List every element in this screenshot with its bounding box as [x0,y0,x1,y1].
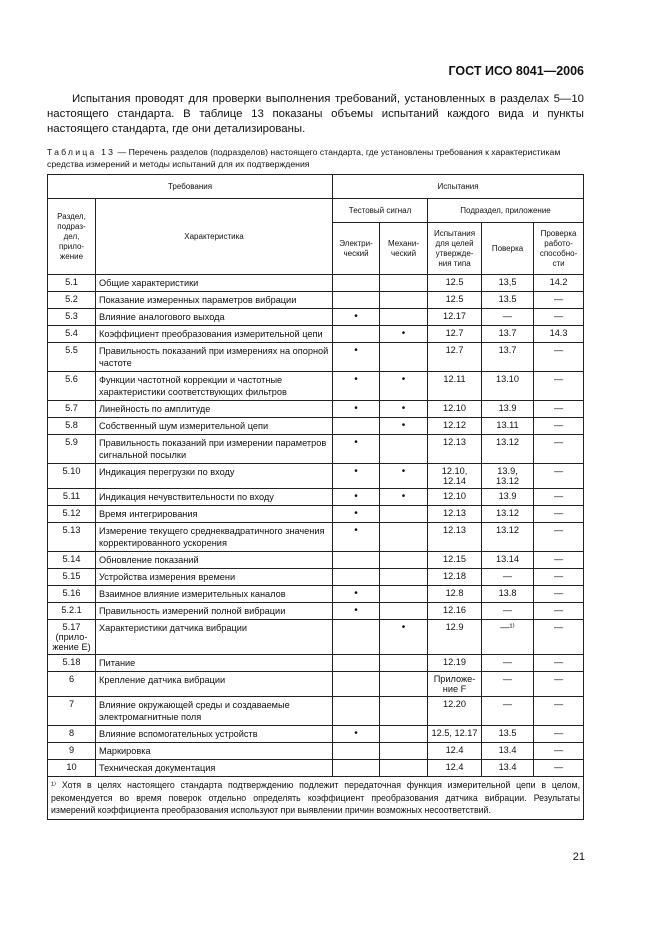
table-row [48,697,584,726]
electrical-cell [333,292,380,309]
electrical-cell: • [333,372,380,401]
header-verification: Поверка [482,223,534,275]
characteristic-cell: Правильность показаний при измерениях на опорной частоте [96,343,333,372]
operability-cell: — [534,672,584,697]
section-cell: 5.17 (прило-жение Е) [48,620,96,655]
section-cell: 5.15 [48,569,96,586]
verification-cell: 13.9, 13.12 [482,464,534,489]
table-row [48,586,584,603]
mechanical-cell [380,697,428,726]
verification-cell: 13.7 [482,326,534,343]
verification-cell: 13.14 [482,552,534,569]
characteristic-cell: Показание измеренных параметров вибрации [96,292,333,309]
type-approval-cell: 12.4 [428,743,482,760]
electrical-cell [333,697,380,726]
table-row [48,292,584,309]
section-cell: 5.2 [48,292,96,309]
electrical-cell: • [333,309,380,326]
operability-cell: — [534,569,584,586]
table-row [48,569,584,586]
mechanical-cell [380,603,428,620]
page-number: 21 [572,851,585,863]
characteristic-cell: Собственный шум измерительной цепи [96,418,333,435]
type-approval-cell: 12.11 [428,372,482,401]
mechanical-cell [380,343,428,372]
section-cell: 5.18 [48,655,96,672]
operability-cell: — [534,418,584,435]
operability-cell: — [534,655,584,672]
electrical-cell: • [333,603,380,620]
mechanical-cell [380,726,428,743]
section-cell: 5.1 [48,275,96,292]
table-row [48,603,584,620]
verification-cell: — [482,603,534,620]
table-caption-text: — Перечень разделов (подразделов) настоящего стандарта, где установлены требования к характеристикам средства измерений и методы испытаний для их подтверждения [47,147,561,169]
table-row [48,506,584,523]
characteristic-cell: Время интегрирования [96,506,333,523]
verification-cell: 13,5 [482,275,534,292]
characteristic-cell: Крепление датчика вибрации [96,672,333,697]
type-approval-cell: 12.19 [428,655,482,672]
characteristic-cell: Индикация нечувствительности по входу [96,489,333,506]
table-row [48,760,584,777]
section-cell: 5.8 [48,418,96,435]
characteristic-cell: Индикация перегрузки по входу [96,464,333,489]
section-cell: 5.11 [48,489,96,506]
mechanical-cell: • [380,620,428,655]
type-approval-cell: 12.18 [428,569,482,586]
electrical-cell [333,760,380,777]
section-cell: 5.3 [48,309,96,326]
verification-cell: 13.4 [482,760,534,777]
mechanical-cell [380,586,428,603]
table-row [48,620,584,655]
section-cell: 5.12 [48,506,96,523]
verification-cell: — [482,655,534,672]
electrical-cell [333,620,380,655]
type-approval-cell: 12.5 [428,292,482,309]
table-row [48,464,584,489]
section-cell: 5.13 [48,523,96,552]
section-cell: 5.14 [48,552,96,569]
table-row [48,489,584,506]
section-cell: 6 [48,672,96,697]
table-row [48,401,584,418]
section-cell: 7 [48,697,96,726]
header-electrical: Электри-ческий [333,223,380,275]
characteristic-cell: Общие характеристики [96,275,333,292]
characteristic-cell: Влияние окружающей среды и создаваемые электромагнитные поля [96,697,333,726]
characteristic-cell: Влияние аналогового выхода [96,309,333,326]
type-approval-cell: 12.10 [428,401,482,418]
table-row [48,552,584,569]
verification-cell: —¹⁾ [482,620,534,655]
electrical-cell [333,552,380,569]
verification-cell: 13.12 [482,435,534,464]
verification-cell: 13.9 [482,401,534,418]
electrical-cell: • [333,464,380,489]
characteristic-cell: Маркировка [96,743,333,760]
section-cell: 10 [48,760,96,777]
characteristic-cell: Влияние вспомогательных устройств [96,726,333,743]
characteristic-cell: Устройства измерения времени [96,569,333,586]
mechanical-cell [380,506,428,523]
table-row [48,435,584,464]
table-row [48,372,584,401]
mechanical-cell [380,292,428,309]
header-subsection: Подраздел, приложение [428,199,584,223]
section-cell: 5.16 [48,586,96,603]
mechanical-cell [380,569,428,586]
verification-cell: — [482,569,534,586]
document-header: ГОСТ ИСО 8041—2006 [448,64,584,78]
type-approval-cell: 12.8 [428,586,482,603]
type-approval-cell: 12.10 [428,489,482,506]
mechanical-cell [380,672,428,697]
mechanical-cell: • [380,464,428,489]
operability-cell: — [534,603,584,620]
verification-cell: 13.5 [482,726,534,743]
section-cell: 5.10 [48,464,96,489]
characteristic-cell: Взаимное влияние измерительных каналов [96,586,333,603]
operability-cell: — [534,401,584,418]
mechanical-cell [380,435,428,464]
section-cell: 5.6 [48,372,96,401]
type-approval-cell: 12.13 [428,523,482,552]
operability-cell: 14.2 [534,275,584,292]
verification-cell: 13.10 [482,372,534,401]
type-approval-cell: 12.13 [428,506,482,523]
section-cell: 5.7 [48,401,96,418]
table-footnote: ¹⁾ Хотя в целях настоящего стандарта подтверждению подлежит передаточная функция измерительной цепи в целом, рекомендуется во время поверок отдельно определять коэффициент преобразования датчика вибрации. Результаты измерений коэффициента преобразования используют при выявлении причин возможных несоответствий. [48,777,584,820]
characteristic-cell: Характеристики датчика вибрации [96,620,333,655]
operability-cell: — [534,620,584,655]
operability-cell: 14.3 [534,326,584,343]
verification-cell: 13.4 [482,743,534,760]
header-tests: Испытания [333,175,584,199]
type-approval-cell: 12.5 [428,275,482,292]
mechanical-cell [380,760,428,777]
section-cell: 5.4 [48,326,96,343]
operability-cell: — [534,292,584,309]
characteristic-cell: Линейность по амплитуде [96,401,333,418]
table-row [48,743,584,760]
characteristic-cell: Техническая документация [96,760,333,777]
mechanical-cell: • [380,372,428,401]
mechanical-cell [380,523,428,552]
verification-cell: 13.11 [482,418,534,435]
operability-cell: — [534,743,584,760]
operability-cell: — [534,586,584,603]
operability-cell: — [534,552,584,569]
electrical-cell: • [333,435,380,464]
mechanical-cell [380,743,428,760]
mechanical-cell: • [380,489,428,506]
header-operability: Проверка работо-способно-сти [534,223,584,275]
section-cell: 5.5 [48,343,96,372]
table-row [48,672,584,697]
table-row [48,343,584,372]
operability-cell: — [534,343,584,372]
verification-cell: 13.12 [482,506,534,523]
verification-cell: — [482,697,534,726]
mechanical-cell [380,552,428,569]
type-approval-cell: 12.20 [428,697,482,726]
table-caption-lead: Таблица 13 [47,147,116,157]
table-row [48,655,584,672]
characteristic-cell: Измерение текущего среднеквадратичного значения корректированного ускорения [96,523,333,552]
characteristic-cell: Функции частотной коррекции и частотные характеристики соответствующих фильтров [96,372,333,401]
operability-cell: — [534,489,584,506]
electrical-cell [333,743,380,760]
section-cell: 5.2.1 [48,603,96,620]
table-row [48,275,584,292]
verification-cell: — [482,309,534,326]
type-approval-cell: 12.7 [428,343,482,372]
operability-cell: — [534,309,584,326]
operability-cell: — [534,372,584,401]
table-row [48,326,584,343]
type-approval-cell: Приложе-ние F [428,672,482,697]
mechanical-cell [380,655,428,672]
electrical-cell [333,655,380,672]
operability-cell: — [534,506,584,523]
electrical-cell: • [333,489,380,506]
table-row [48,418,584,435]
electrical-cell [333,326,380,343]
electrical-cell [333,672,380,697]
type-approval-cell: 12.16 [428,603,482,620]
header-type-approval: Испытания для целей утвержде-ния типа [428,223,482,275]
electrical-cell [333,569,380,586]
electrical-cell: • [333,586,380,603]
mechanical-cell: • [380,418,428,435]
characteristic-cell: Коэффициент преобразования измерительной цепи [96,326,333,343]
table-caption [47,146,584,170]
type-approval-cell: 12.12 [428,418,482,435]
electrical-cell [333,418,380,435]
verification-cell: 13.8 [482,586,534,603]
characteristic-cell: Правильность измерений полной вибрации [96,603,333,620]
mechanical-cell [380,275,428,292]
operability-cell: — [534,760,584,777]
electrical-cell: • [333,726,380,743]
operability-cell: — [534,523,584,552]
intro-paragraph: Испытания проводят для проверки выполнения требований, установленных в разделах 5—10 настоящего стандарта. В таблице 13 показаны объемы испытаний каждого вида и пункты настоящего стандарта, где они детализированы. [47,93,584,135]
type-approval-cell: 12.15 [428,552,482,569]
mechanical-cell: • [380,326,428,343]
characteristic-cell: Питание [96,655,333,672]
section-cell: 8 [48,726,96,743]
section-cell: 5.9 [48,435,96,464]
requirements-table [47,174,584,820]
operability-cell: — [534,697,584,726]
electrical-cell: • [333,343,380,372]
type-approval-cell: 12.4 [428,760,482,777]
type-approval-cell: 12.9 [428,620,482,655]
section-cell: 9 [48,743,96,760]
electrical-cell: • [333,506,380,523]
header-test-signal: Тестовый сигнал [333,199,428,223]
mechanical-cell [380,309,428,326]
verification-cell: 13.5 [482,292,534,309]
electrical-cell: • [333,401,380,418]
header-requirements: Требования [48,175,333,199]
characteristic-cell: Обновление показаний [96,552,333,569]
operability-cell: — [534,435,584,464]
header-characteristic: Характеристика [96,199,333,275]
type-approval-cell: 12.7 [428,326,482,343]
table-row [48,523,584,552]
verification-cell: 13.9 [482,489,534,506]
operability-cell: — [534,726,584,743]
type-approval-cell: 12.10, 12.14 [428,464,482,489]
verification-cell: — [482,672,534,697]
electrical-cell: • [333,523,380,552]
type-approval-cell: 12.17 [428,309,482,326]
table-row [48,726,584,743]
mechanical-cell: • [380,401,428,418]
type-approval-cell: 12.5, 12.17 [428,726,482,743]
verification-cell: 13.12 [482,523,534,552]
electrical-cell [333,275,380,292]
table-row [48,309,584,326]
operability-cell: — [534,464,584,489]
header-section: Раздел, подраз-дел, прило-жение [48,199,96,275]
verification-cell: 13.7 [482,343,534,372]
characteristic-cell: Правильность показаний при измерении параметров сигнальной посылки [96,435,333,464]
header-mechanical: Механи-ческий [380,223,428,275]
type-approval-cell: 12.13 [428,435,482,464]
